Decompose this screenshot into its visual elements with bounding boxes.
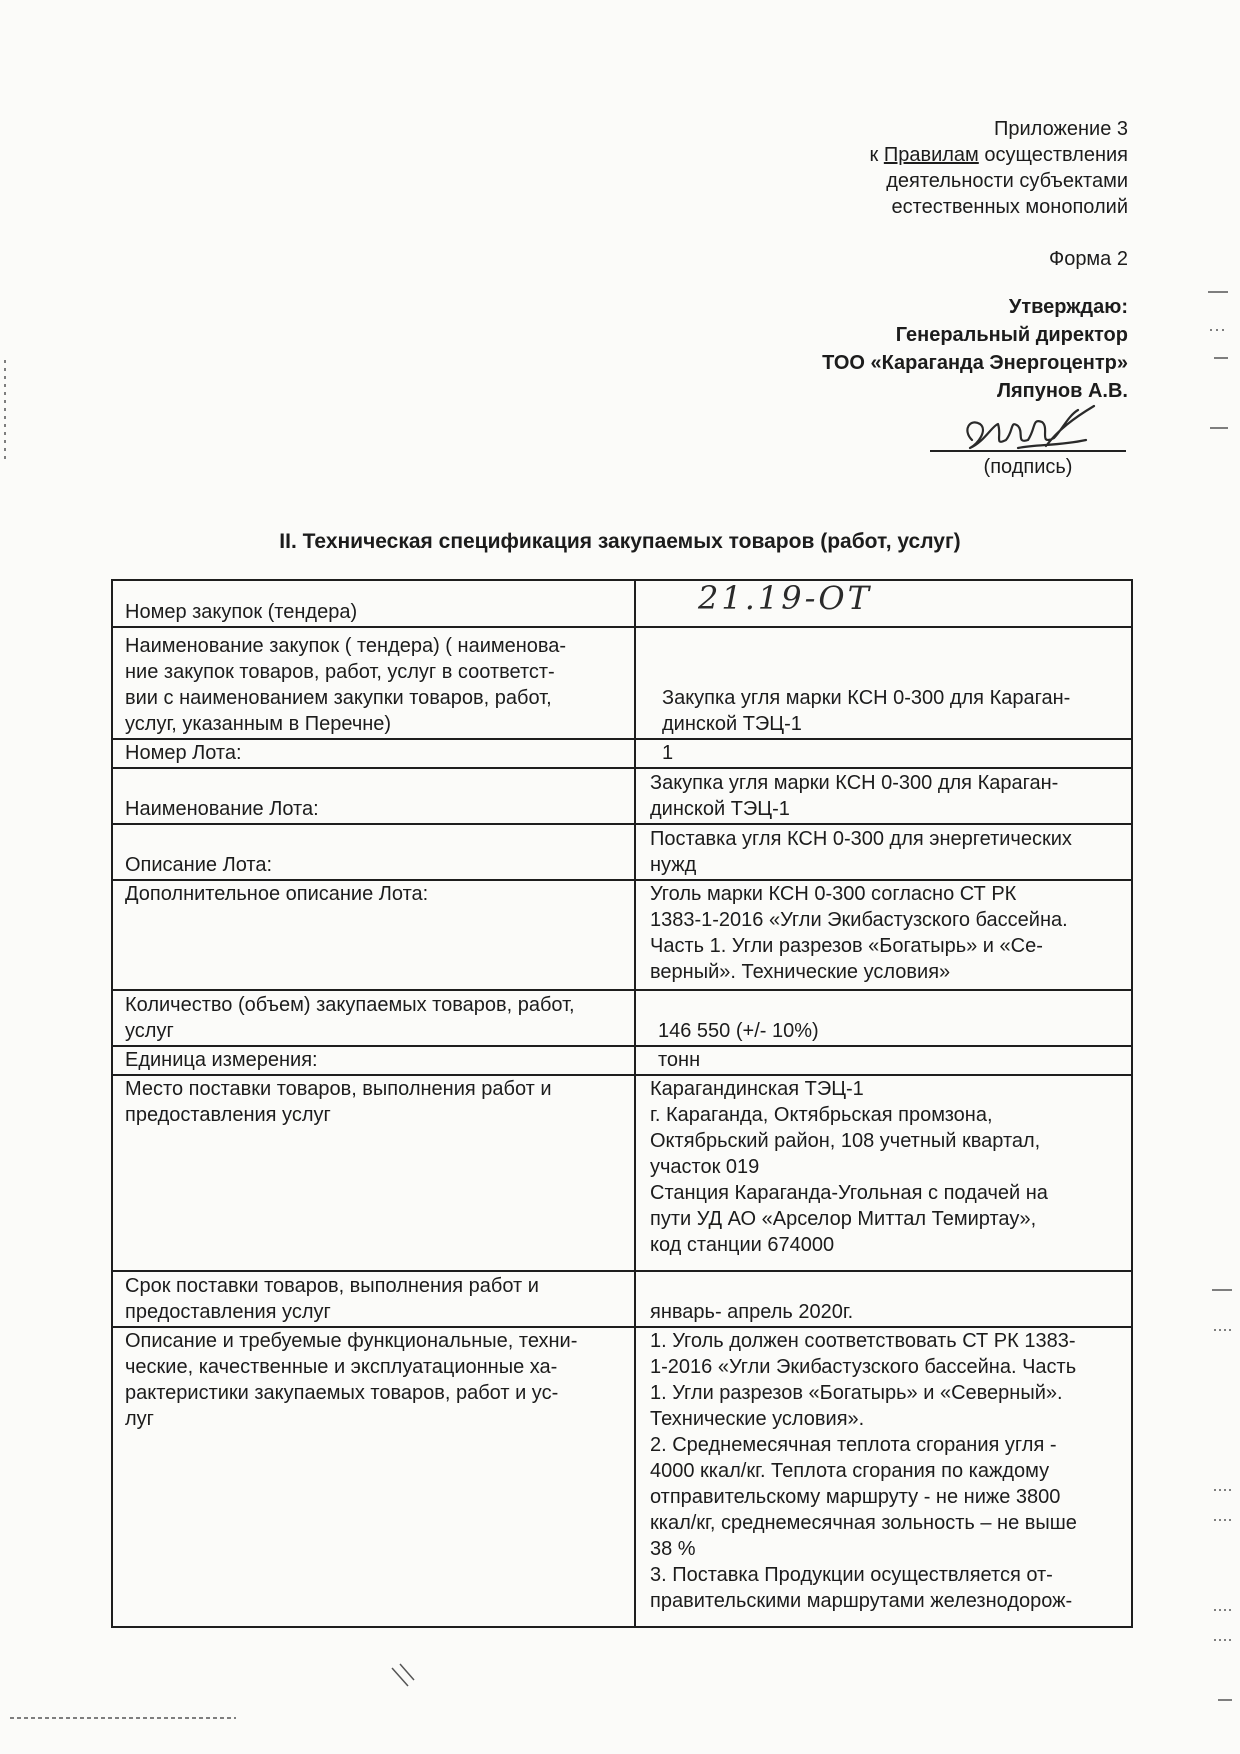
approval-line-4: Ляпунов А.В. bbox=[996, 380, 1128, 402]
spec-label: Единица измерения: bbox=[112, 1046, 635, 1075]
appendix-line-2 bbox=[870, 142, 1128, 168]
spec-value: Закупка угля марки КСН 0-300 для Караган- динской ТЭЦ-1 bbox=[635, 768, 1132, 824]
approval-line-3: ТОО «Караганда Энергоцентр» bbox=[822, 352, 1128, 374]
spec-label: Номер закупок (тендера) bbox=[112, 580, 635, 627]
spec-value: январь- апрель 2020г. bbox=[635, 1271, 1132, 1327]
appendix-line-2-prefix: к bbox=[869, 144, 884, 166]
spec-value: Уголь марки КСН 0-300 согласно СТ РК 1383-1-2016 «Угли Экибастузского бассейна. Часть 1. Угли разрезов «Богатырь» и «Се- верный». Технические условия» bbox=[635, 880, 1132, 990]
spec-value: 146 550 (+/- 10%) bbox=[635, 990, 1132, 1046]
spec-row-lot-name bbox=[112, 768, 1132, 824]
spec-label: Описание и требуемые функциональные, техни- ческие, качественные и эксплуатационные ха- рактеристики закупаемых товаров, работ и ус- луг bbox=[112, 1327, 635, 1627]
spec-row-unit bbox=[112, 1046, 1132, 1075]
spec-value: тонн bbox=[635, 1046, 1132, 1075]
spec-label: Количество (объем) закупаемых товаров, работ, услуг bbox=[112, 990, 635, 1046]
appendix-line-3: деятельности субъектами bbox=[886, 170, 1128, 192]
spec-value: Закупка угля марки КСН 0-300 для Караган- динской ТЭЦ-1 bbox=[635, 627, 1132, 739]
spec-row-delivery-period bbox=[112, 1271, 1132, 1327]
spec-value: 1 bbox=[635, 739, 1132, 768]
spec-value: 1. Уголь должен соответствовать СТ РК 1383- 1-2016 «Угли Экибастузского бассейна. Часть 1. Угли разрезов «Богатырь» и «Северный». Технические условия». 2. Среднемесячная теплота сгорания угля - 4000 ккал/кг. Теплота сгорания по каждому отправительскому маршруту - не ниже 3800 ккал/кг, среднемесячная зольность – не выше 38 % 3. Поставка Продукции осуществляется от- правительскими маршрутами железнодорож- bbox=[635, 1327, 1132, 1627]
spec-label: Место поставки товаров, выполнения работ и предоставления услуг bbox=[112, 1075, 635, 1271]
spec-value: Поставка угля КСН 0-300 для энергетических нужд bbox=[635, 824, 1132, 880]
handwritten-purchase-number: 21.19-ОТ bbox=[698, 579, 872, 617]
form-label: Форма 2 bbox=[1048, 248, 1128, 270]
spec-row-purchase-number bbox=[112, 580, 1132, 627]
appendix-line-2-suffix: осуществления bbox=[978, 144, 1128, 166]
approval-line-1: Утверждаю: bbox=[1008, 296, 1128, 318]
appendix-header bbox=[870, 116, 1128, 220]
signature-line bbox=[930, 450, 1126, 452]
spec-row-lot-description bbox=[112, 824, 1132, 880]
spec-label: Описание Лота: bbox=[112, 824, 635, 880]
spec-label: Дополнительное описание Лота: bbox=[112, 880, 635, 990]
appendix-line-1: Приложение 3 bbox=[994, 118, 1128, 140]
spec-row-lot-number bbox=[112, 739, 1132, 768]
spec-row-lot-additional-description bbox=[112, 880, 1132, 990]
approval-block bbox=[822, 293, 1128, 405]
spec-row-requirements bbox=[112, 1327, 1132, 1627]
approval-line-2: Генеральный директор bbox=[895, 324, 1128, 346]
spec-row-purchase-name bbox=[112, 627, 1132, 739]
spec-label: Наименование Лота: bbox=[112, 768, 635, 824]
spec-row-delivery-place bbox=[112, 1075, 1132, 1271]
rules-link[interactable]: Правилам bbox=[883, 144, 979, 166]
appendix-line-4: естественных монополий bbox=[891, 196, 1128, 218]
spec-row-quantity bbox=[112, 990, 1132, 1046]
technical-specification-table bbox=[111, 579, 1133, 1628]
section-title: II. Техническая спецификация закупаемых товаров (работ, услуг) bbox=[279, 530, 961, 553]
spec-label: Срок поставки товаров, выполнения работ и предоставления услуг bbox=[112, 1271, 635, 1327]
spec-value bbox=[635, 580, 1132, 627]
spec-label: Номер Лота: bbox=[112, 739, 635, 768]
signature-caption: (подпись) bbox=[983, 456, 1073, 478]
spec-value: Карагандинская ТЭЦ-1 г. Караганда, Октябрьская промзона, Октябрьский район, 108 учетный квартал, участок 019 Станция Караганда-Угольная с подачей на пути УД АО «Арселор Миттал Темиртау», код станции 674000 bbox=[635, 1075, 1132, 1271]
spec-label: Наименование закупок ( тендера) ( наименова- ние закупок товаров, работ, услуг в соответст- вии с наименованием закупки товаров, работ, услуг, указанным в Перечне) bbox=[112, 627, 635, 739]
